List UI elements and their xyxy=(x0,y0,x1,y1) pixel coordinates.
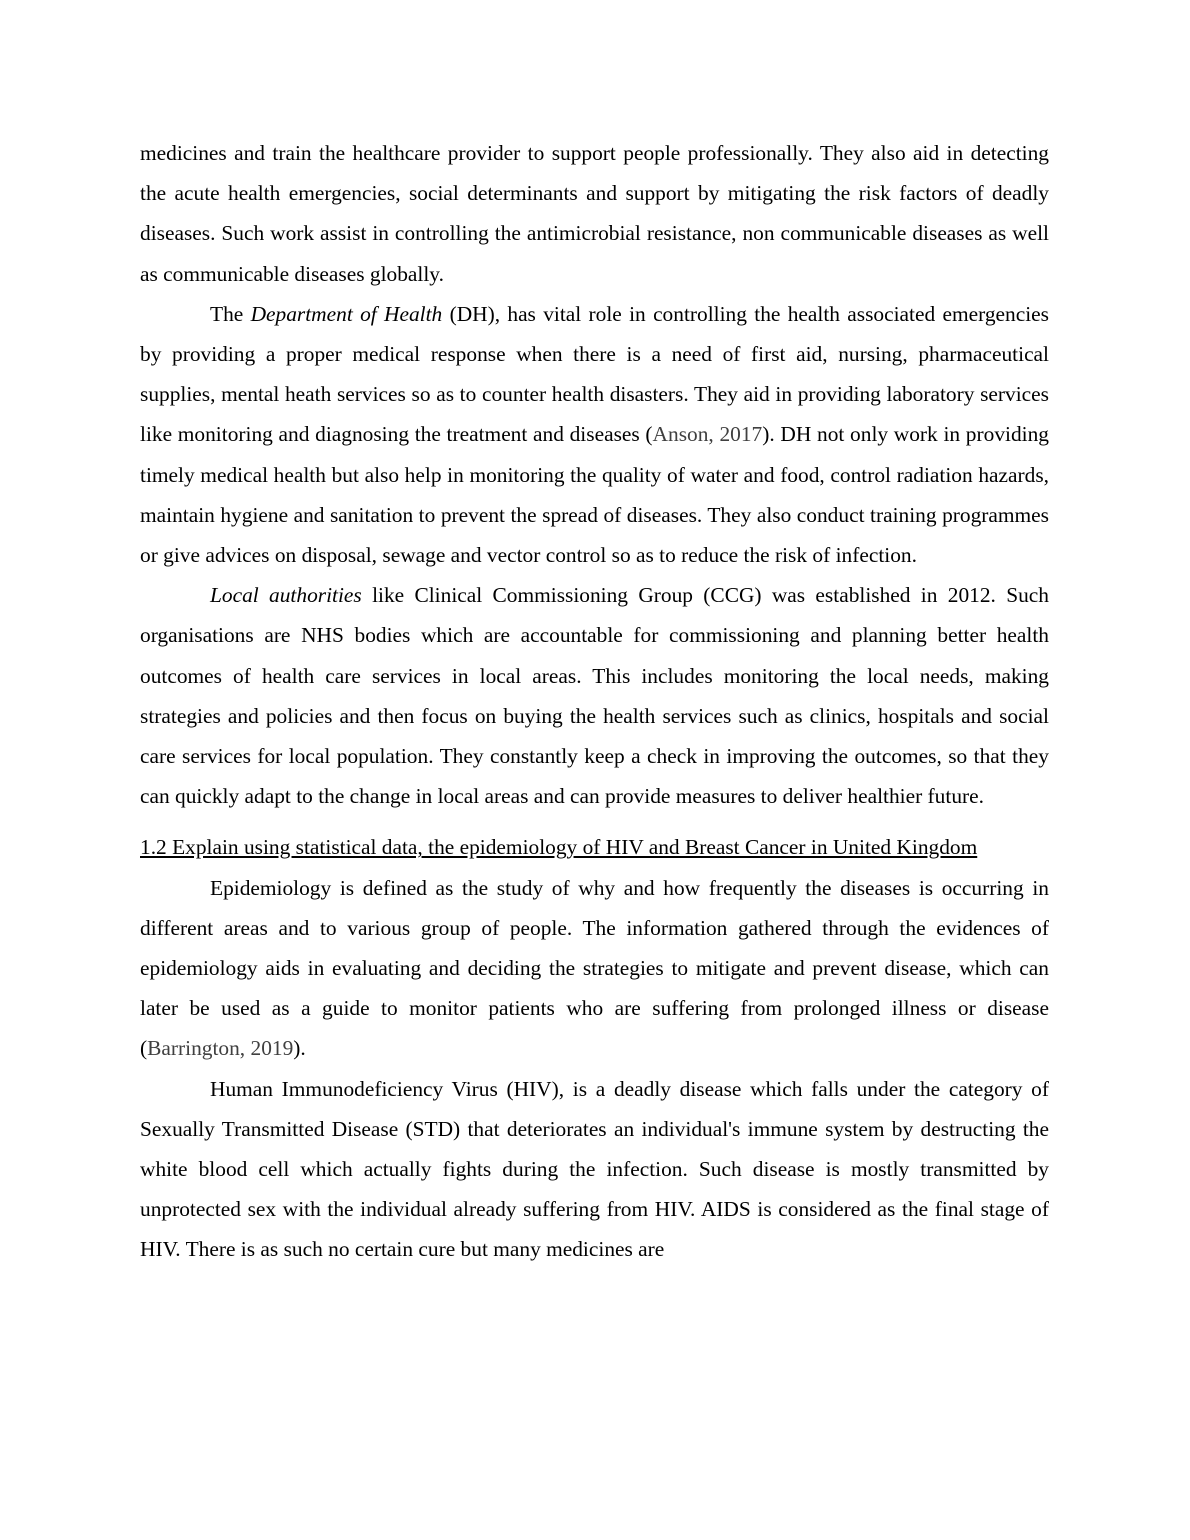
paragraph-body: like Clinical Commissioning Group (CCG) was established in 2012. Such organisations are NHS bodies which are accountable for commissioning and planning better health outcomes of health care services in local areas. This includes monitoring the local needs, making strategies and policies and then focus on buying the health services such as clinics, hospitals and social care services for local population. They constantly keep a check in improving the outcomes, so that they can quickly adapt to the change in local areas and can provide measures to deliver healthier future. xyxy=(140,583,1049,809)
paragraph-who-role: medicines and train the healthcare provider to support people professionally. They also aid in detecting the acute health emergencies, social determinants and support by mitigating the risk factors of deadly diseases. Such work assist in controlling the antimicrobial resistance, non communicable diseases as well as communicable diseases globally. xyxy=(140,141,1049,286)
section-heading-1-2: 1.2 Explain using statistical data, the epidemiology of HIV and Breast Cancer in United Kingdom xyxy=(140,835,978,860)
document-page xyxy=(140,133,1049,1270)
paragraph-local-authorities xyxy=(140,575,1049,816)
paragraph-body: (DH), has vital role in controlling the health associated emergencies by providing a proper medical response when there is a need of first aid, nursing, pharmaceutical supplies, mental heath services so as to counter health disasters. They aid in providing laboratory services like monitoring and diagnosing the treatment and diseases ( xyxy=(140,301,1049,447)
paragraph-tail: ). DH not only work in providing timely medical health but also help in monitoring the quality of water and food, control radiation hazards, maintain hygiene and sanitation to prevent the spread of diseases. They also conduct training programmes or give advices on disposal, sewage and vector control so as to reduce the risk of infection. xyxy=(140,422,1049,568)
paragraph-tail: ). xyxy=(293,1036,306,1061)
citation-anson-2017: Anson, 2017 xyxy=(652,422,763,447)
paragraph-hiv-description: Human Immunodeficiency Virus (HIV), is a deadly disease which falls under the category of Sexually Transmitted Disease (STD) that deteriorates an individual's immune system by destructing the white blood cell which actually fights during the infection. Such disease is mostly transmitted by unprotected sex with the individual already suffering from HIV. AIDS is considered as the final stage of HIV. There is as such no certain cure but many medicines are xyxy=(140,1076,1049,1262)
paragraph-body: Epidemiology is defined as the study of why and how frequently the diseases is occurring in different areas and to various group of people. The information gathered through the evidences of epidemiology aids in evaluating and deciding the strategies to mitigate and prevent disease, which can later be used as a guide to monitor patients who are suffering from prolonged illness or disease ( xyxy=(140,875,1049,1061)
paragraph-epidemiology-definition xyxy=(140,868,1049,1069)
paragraph-lead: The xyxy=(210,301,251,326)
emphasis-department-of-health: Department of Health xyxy=(250,301,443,326)
citation-barrington-2019: Barrington, 2019 xyxy=(147,1036,294,1061)
emphasis-local-authorities: Local authorities xyxy=(210,583,362,608)
paragraph-department-of-health xyxy=(140,294,1049,575)
